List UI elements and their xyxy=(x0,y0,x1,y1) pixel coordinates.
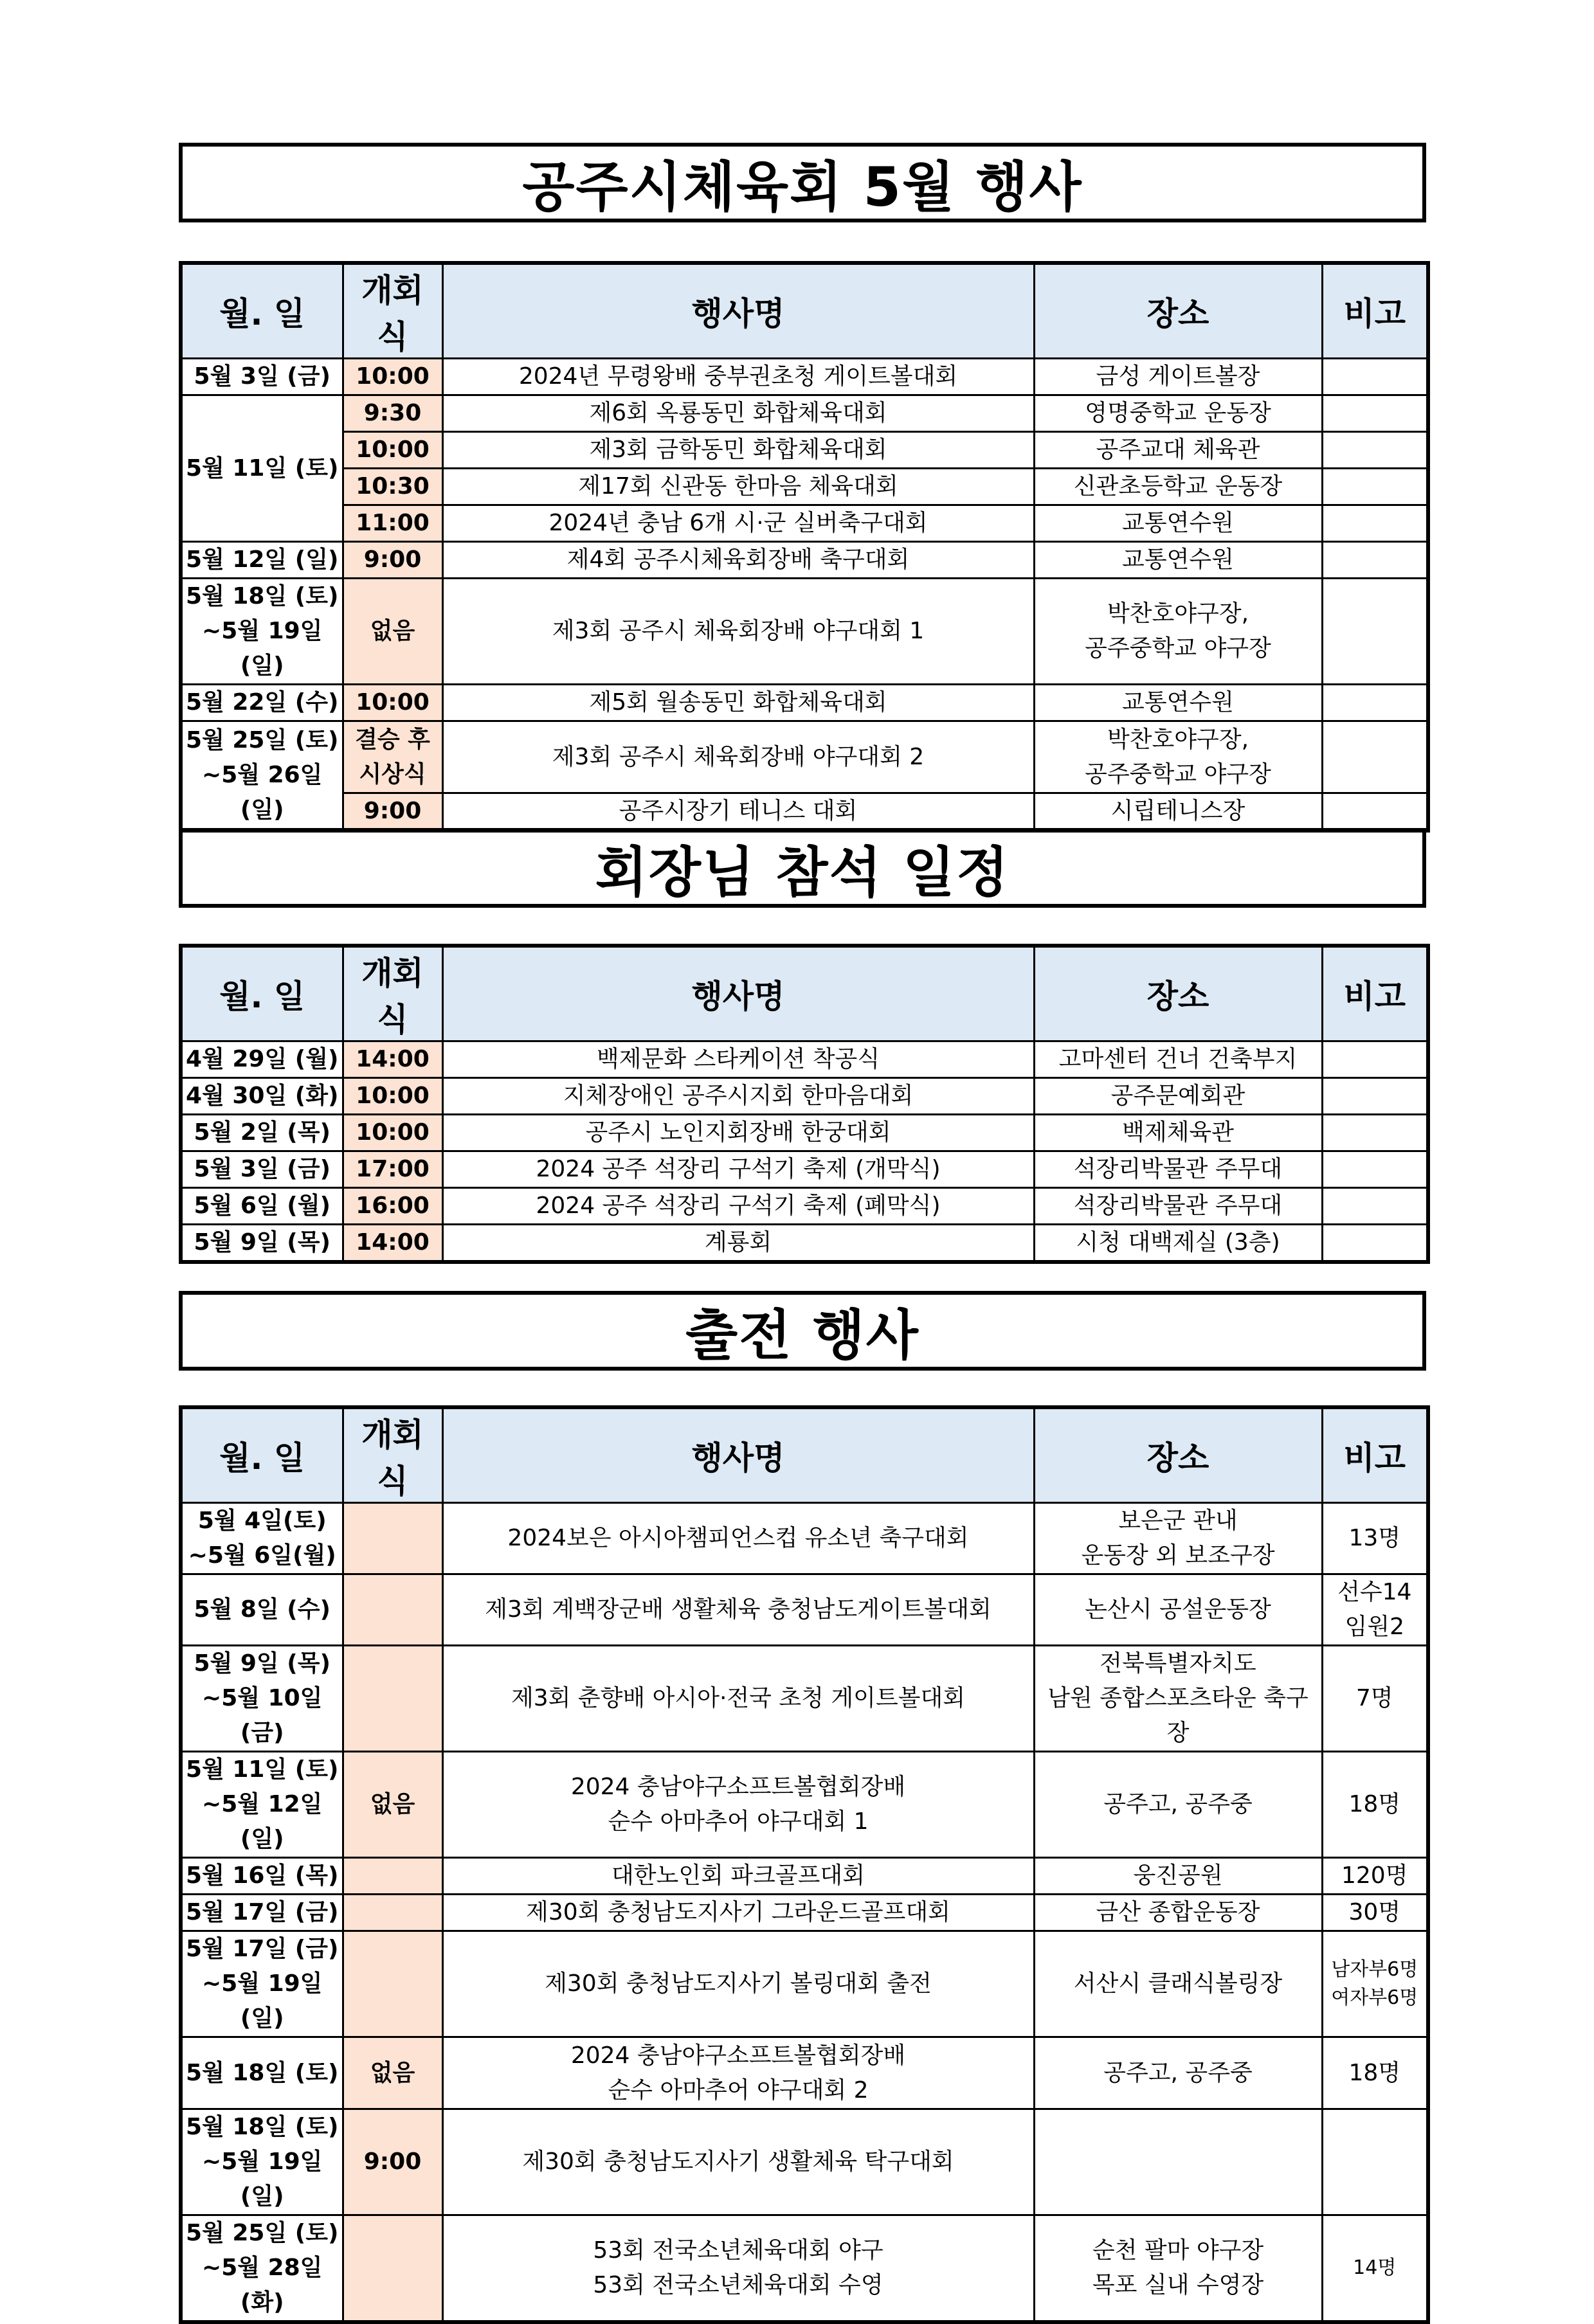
row-place: 박찬호야구장, 공주중학교 야구장 xyxy=(1034,579,1322,685)
row-place: 순천 팔마 야구장 목포 실내 수영장 xyxy=(1034,2215,1322,2323)
row-place: 석장리박물관 주무대 xyxy=(1034,1188,1322,1225)
row-place: 전북특별자치도 남원 종합스포츠타운 축구장 xyxy=(1034,1646,1322,1752)
row-note xyxy=(1322,432,1428,469)
row-place: 보은군 관내 운동장 외 보조구장 xyxy=(1034,1503,1322,1574)
row-note xyxy=(1322,1151,1428,1188)
row-place: 신관초등학교 운동장 xyxy=(1034,469,1322,505)
row-note: 18명 xyxy=(1322,2037,1428,2109)
table-row xyxy=(181,1503,1428,1574)
row-place xyxy=(1034,2109,1322,2215)
row-time xyxy=(343,2215,442,2323)
header-note: 비고 xyxy=(1322,946,1428,1041)
table-row xyxy=(181,1752,1428,1858)
header-time: 개회식 xyxy=(343,1407,442,1503)
row-time: 9:30 xyxy=(343,395,442,432)
row-note xyxy=(1322,721,1428,793)
row-time: 14:00 xyxy=(343,1225,442,1263)
table-row xyxy=(181,505,1428,542)
row-date: 5월 4일(토) ~5월 6일(월) xyxy=(181,1503,343,1574)
row-date: 5월 17일 (금) ~5월 19일(일) xyxy=(181,1931,343,2037)
row-date: 5월 6일 (월) xyxy=(181,1188,343,1225)
row-place: 공주교대 체육관 xyxy=(1034,432,1322,469)
table-row xyxy=(181,2215,1428,2323)
row-date: 5월 8일 (수) xyxy=(181,1574,343,1646)
table-row xyxy=(181,1188,1428,1225)
row-note xyxy=(1322,505,1428,542)
row-event: 공주시장기 테니스 대회 xyxy=(442,793,1034,831)
row-event: 공주시 노인지회장배 한궁대회 xyxy=(442,1115,1034,1151)
row-place: 교통연수원 xyxy=(1034,685,1322,721)
row-date: 5월 16일 (목) xyxy=(181,1858,343,1895)
row-event: 제3회 금학동민 화합체육대회 xyxy=(442,432,1034,469)
row-time: 10:00 xyxy=(343,359,442,395)
row-place: 시립테니스장 xyxy=(1034,793,1322,831)
table-row xyxy=(181,1041,1428,1078)
row-event: 2024 공주 석장리 구석기 축제 (개막식) xyxy=(442,1151,1034,1188)
row-time: 9:00 xyxy=(343,2109,442,2215)
header-place: 장소 xyxy=(1034,946,1322,1041)
row-note xyxy=(1322,1188,1428,1225)
row-date: 4월 29일 (월) xyxy=(181,1041,343,1078)
table-row xyxy=(181,395,1428,432)
row-event: 53회 전국소년체육대회 야구 53회 전국소년체육대회 수영 xyxy=(442,2215,1034,2323)
row-time: 9:00 xyxy=(343,542,442,579)
row-event: 2024년 무령왕배 중부권초청 게이트볼대회 xyxy=(442,359,1034,395)
row-date: 5월 12일 (일) xyxy=(181,542,343,579)
row-note xyxy=(1322,395,1428,432)
table-row xyxy=(181,359,1428,395)
row-time xyxy=(343,1931,442,2037)
row-time xyxy=(343,1646,442,1752)
row-time xyxy=(343,1574,442,1646)
table-row xyxy=(181,1574,1428,1646)
header-date: 월. 일 xyxy=(181,946,343,1041)
row-time: 9:00 xyxy=(343,793,442,831)
row-place: 박찬호야구장, 공주중학교 야구장 xyxy=(1034,721,1322,793)
row-note xyxy=(1322,1041,1428,1078)
row-date: 5월 9일 (목) ~5월 10일(금) xyxy=(181,1646,343,1752)
header-date: 월. 일 xyxy=(181,263,343,359)
section3-title: 출전 행사 xyxy=(179,1291,1426,1371)
table-row xyxy=(181,1646,1428,1752)
row-event: 제3회 공주시 체육회장배 야구대회 1 xyxy=(442,579,1034,685)
row-place: 시청 대백제실 (3층) xyxy=(1034,1225,1322,1263)
row-place: 고마센터 건너 건축부지 xyxy=(1034,1041,1322,1078)
row-place: 석장리박물관 주무대 xyxy=(1034,1151,1322,1188)
table-row xyxy=(181,579,1428,685)
row-note xyxy=(1322,685,1428,721)
row-time: 결승 후 시상식 xyxy=(343,721,442,793)
row-event: 2024 충남야구소프트볼협회장배 순수 아마추어 야구대회 2 xyxy=(442,2037,1034,2109)
row-note: 7명 xyxy=(1322,1646,1428,1752)
header-date: 월. 일 xyxy=(181,1407,343,1503)
table-row xyxy=(181,432,1428,469)
table-row xyxy=(181,721,1428,793)
row-note: 선수14 임원2 xyxy=(1322,1574,1428,1646)
section2-table xyxy=(179,944,1430,1264)
row-note: 남자부6명 여자부6명 xyxy=(1322,1931,1428,2037)
row-note xyxy=(1322,579,1428,685)
row-event: 제5회 월송동민 화합체육대회 xyxy=(442,685,1034,721)
row-time: 11:00 xyxy=(343,505,442,542)
row-note: 30명 xyxy=(1322,1895,1428,1931)
row-event: 제4회 공주시체육회장배 축구대회 xyxy=(442,542,1034,579)
header-event: 행사명 xyxy=(442,946,1034,1041)
row-time xyxy=(343,1895,442,1931)
section2-title: 회장님 참석 일정 xyxy=(179,828,1426,908)
table-row xyxy=(181,469,1428,505)
header-event: 행사명 xyxy=(442,263,1034,359)
row-place: 공주문예회관 xyxy=(1034,1078,1322,1115)
row-event: 제3회 공주시 체육회장배 야구대회 2 xyxy=(442,721,1034,793)
row-place: 공주고, 공주중 xyxy=(1034,1752,1322,1858)
row-place: 서산시 클래식볼링장 xyxy=(1034,1931,1322,2037)
row-event: 대한노인회 파크골프대회 xyxy=(442,1858,1034,1895)
table-row xyxy=(181,685,1428,721)
row-place: 교통연수원 xyxy=(1034,542,1322,579)
row-note: 18명 xyxy=(1322,1752,1428,1858)
header-place: 장소 xyxy=(1034,1407,1322,1503)
row-note xyxy=(1322,469,1428,505)
row-date: 5월 17일 (금) xyxy=(181,1895,343,1931)
row-time: 10:30 xyxy=(343,469,442,505)
row-date: 5월 3일 (금) xyxy=(181,1151,343,1188)
row-event: 지체장애인 공주시지회 한마음대회 xyxy=(442,1078,1034,1115)
table-row xyxy=(181,1931,1428,2037)
table-row xyxy=(181,1225,1428,1263)
row-place: 백제체육관 xyxy=(1034,1115,1322,1151)
row-note xyxy=(1322,1078,1428,1115)
row-event: 백제문화 스타케이션 착공식 xyxy=(442,1041,1034,1078)
row-time: 없음 xyxy=(343,1752,442,1858)
row-time: 10:00 xyxy=(343,432,442,469)
row-date: 5월 22일 (수) xyxy=(181,685,343,721)
header-row xyxy=(181,263,1428,359)
row-event: 제3회 춘향배 아시아·전국 초청 게이트볼대회 xyxy=(442,1646,1034,1752)
row-date: 5월 11일 (토) ~5월 12일(일) xyxy=(181,1752,343,1858)
row-place: 공주고, 공주중 xyxy=(1034,2037,1322,2109)
row-event: 2024보은 아시아챔피언스컵 유소년 축구대회 xyxy=(442,1503,1034,1574)
row-time xyxy=(343,1503,442,1574)
row-event: 2024 충남야구소프트볼협회장배 순수 아마추어 야구대회 1 xyxy=(442,1752,1034,1858)
table-row xyxy=(181,1895,1428,1931)
header-place: 장소 xyxy=(1034,263,1322,359)
row-place: 교통연수원 xyxy=(1034,505,1322,542)
row-time: 17:00 xyxy=(343,1151,442,1188)
header-time: 개회식 xyxy=(343,263,442,359)
header-time: 개회식 xyxy=(343,946,442,1041)
table-row xyxy=(181,2109,1428,2215)
row-event: 제30회 충청남도지사기 생활체육 탁구대회 xyxy=(442,2109,1034,2215)
row-place: 금산 종합운동장 xyxy=(1034,1895,1322,1931)
row-time: 10:00 xyxy=(343,685,442,721)
row-note xyxy=(1322,2109,1428,2215)
row-place: 금성 게이트볼장 xyxy=(1034,359,1322,395)
header-event: 행사명 xyxy=(442,1407,1034,1503)
row-time xyxy=(343,1858,442,1895)
row-date: 5월 9일 (목) xyxy=(181,1225,343,1263)
row-time: 14:00 xyxy=(343,1041,442,1078)
table-row xyxy=(181,1078,1428,1115)
row-note xyxy=(1322,1115,1428,1151)
row-time: 없음 xyxy=(343,2037,442,2109)
row-time: 16:00 xyxy=(343,1188,442,1225)
row-note: 120명 xyxy=(1322,1858,1428,1895)
row-event: 2024년 충남 6개 시·군 실버축구대회 xyxy=(442,505,1034,542)
table-row xyxy=(181,793,1428,831)
row-time: 없음 xyxy=(343,579,442,685)
row-place: 논산시 공설운동장 xyxy=(1034,1574,1322,1646)
header-row xyxy=(181,1407,1428,1503)
row-event: 제3회 계백장군배 생활체육 충청남도게이트볼대회 xyxy=(442,1574,1034,1646)
row-time: 10:00 xyxy=(343,1115,442,1151)
row-event: 제30회 충청남도지사기 볼링대회 출전 xyxy=(442,1931,1034,2037)
table-row xyxy=(181,2037,1428,2109)
table-row xyxy=(181,1151,1428,1188)
table-row xyxy=(181,1858,1428,1895)
section1-table xyxy=(179,261,1430,833)
table-row xyxy=(181,542,1428,579)
row-event: 2024 공주 석장리 구석기 축제 (폐막식) xyxy=(442,1188,1034,1225)
row-date: 5월 25일 (토) ~5월 28일(화) xyxy=(181,2215,343,2323)
row-note xyxy=(1322,1225,1428,1263)
row-date: 5월 11일 (토) xyxy=(181,395,343,542)
row-note: 14명 xyxy=(1322,2215,1428,2323)
row-note: 13명 xyxy=(1322,1503,1428,1574)
row-time: 10:00 xyxy=(343,1078,442,1115)
row-date: 5월 2일 (목) xyxy=(181,1115,343,1151)
row-note xyxy=(1322,359,1428,395)
row-date: 5월 25일 (토) ~5월 26일(일) xyxy=(181,721,343,831)
header-note: 비고 xyxy=(1322,1407,1428,1503)
header-note: 비고 xyxy=(1322,263,1428,359)
row-date: 5월 3일 (금) xyxy=(181,359,343,395)
section1-title: 공주시체육회 5월 행사 xyxy=(179,143,1426,222)
row-date: 5월 18일 (토) ~5월 19일 (일) xyxy=(181,579,343,685)
section3-table xyxy=(179,1405,1430,2324)
row-date: 4월 30일 (화) xyxy=(181,1078,343,1115)
table-row xyxy=(181,1115,1428,1151)
row-event: 계룡회 xyxy=(442,1225,1034,1263)
header-row xyxy=(181,946,1428,1041)
row-event: 제30회 충청남도지사기 그라운드골프대회 xyxy=(442,1895,1034,1931)
row-date: 5월 18일 (토) xyxy=(181,2037,343,2109)
row-event: 제17회 신관동 한마음 체육대회 xyxy=(442,469,1034,505)
row-note xyxy=(1322,793,1428,831)
row-place: 웅진공원 xyxy=(1034,1858,1322,1895)
row-event: 제6회 옥룡동민 화합체육대회 xyxy=(442,395,1034,432)
row-place: 영명중학교 운동장 xyxy=(1034,395,1322,432)
row-note xyxy=(1322,542,1428,579)
row-date: 5월 18일 (토) ~5월 19일(일) xyxy=(181,2109,343,2215)
